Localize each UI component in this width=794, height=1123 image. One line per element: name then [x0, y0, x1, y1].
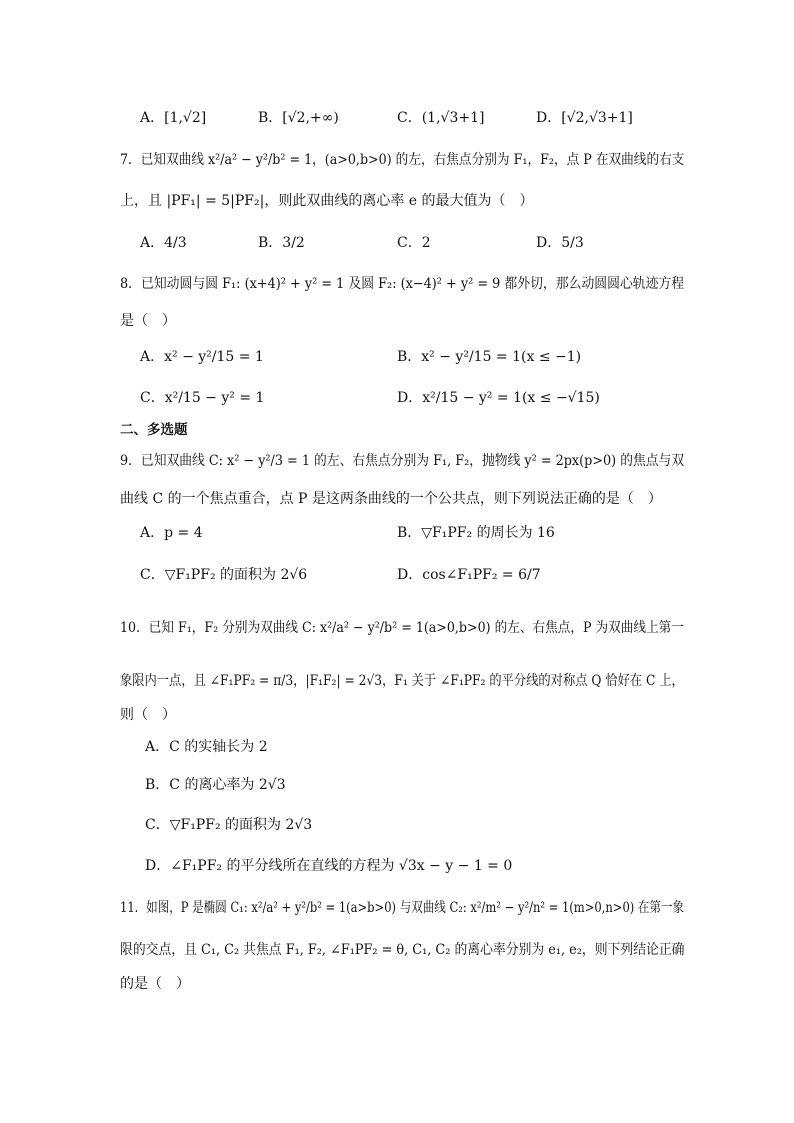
q8-option-a: A．x² − y²/15 = 1 — [140, 349, 264, 365]
q10-stem-line2: 象限内一点，且 ∠F₁PF₂ = π/3，|F₁F₂| = 2√3，F₁ 关于 ∠F₁PF₂ 的平分线的对称点 Q 恰好在 C 上， — [120, 673, 684, 689]
q11-stem-line2: 限的交点，且 C₁, C₂ 共焦点 F₁, F₂, ∠F₁PF₂ = θ, C₁, C₂ 的离心率分别为 e₁, e₂，则下列结论正确 — [120, 942, 685, 958]
q7-stem-line1: 7．已知双曲线 x²/a² − y²/b² = 1，(a>0,b>0) 的左，右焦点分别为 F₁，F₂，点 P 在双曲线的右支 — [120, 152, 685, 168]
q9-stem-line2: 曲线 C 的一个焦点重合，点 P 是这两条曲线的一个公共点，则下列说法正确的是（ ） — [120, 491, 662, 507]
q8-option-d: D．x²/15 − y² = 1(x ≤ −√15) — [397, 390, 600, 406]
q9-option-d: D．cos∠F₁PF₂ = 6/7 — [397, 567, 541, 583]
q6-option-d: D．[√2,√3+1] — [536, 110, 633, 126]
q10-option-a: A．C 的实轴长为 2 — [145, 739, 268, 755]
q9-option-c: C．▽F₁PF₂ 的面积为 2√6 — [140, 567, 308, 583]
q11-stem-line3: 的是（ ） — [120, 976, 190, 992]
q7-option-b: B．3/2 — [258, 235, 305, 251]
q10-stem-line3: 则（ ） — [120, 707, 176, 723]
q7-option-d: D．5/3 — [536, 235, 584, 251]
q7-option-a: A．4/3 — [140, 235, 187, 251]
q8-stem-line2: 是（ ） — [120, 313, 176, 329]
q9-option-a: A．p = 4 — [140, 525, 203, 541]
q7-option-c: C．2 — [397, 235, 431, 251]
q7-stem-line2: 上，且 |PF₁| = 5|PF₂|，则此双曲线的离心率 e 的最大值为（ ） — [120, 193, 534, 209]
q8-stem-line1: 8．已知动圆与圆 F₁: (x+4)² + y² = 1 及圆 F₂: (x−4)² + y² = 9 都外切，那么动圆圆心轨迹方程 — [120, 276, 685, 292]
q9-option-b: B．▽F₁PF₂ 的周长为 16 — [397, 525, 555, 541]
q10-option-b: B．C 的离心率为 2√3 — [145, 777, 286, 793]
q10-stem-line1: 10．已知 F₁，F₂ 分别为双曲线 C: x²/a² − y²/b² = 1(a>0,b>0) 的左、右焦点，P 为双曲线上第一 — [120, 620, 684, 636]
q10-option-d: D．∠F₁PF₂ 的平分线所在直线的方程为 √3x − y − 1 = 0 — [145, 858, 513, 874]
q10-option-c: C．▽F₁PF₂ 的面积为 2√3 — [145, 817, 313, 833]
q6-option-b: B．[√2,+∞) — [258, 110, 339, 126]
q8-option-b: B．x² − y²/15 = 1(x ≤ −1) — [397, 349, 582, 365]
q11-stem-line1: 11．如图，P 是椭圆 C₁: x²/a² + y²/b² = 1(a>b>0) 与双曲线 C₂: x²/m² − y²/n² = 1(m>0,n>0) 在第一象 — [120, 900, 685, 916]
section-title-multiple-choice: 二、多选题 — [120, 422, 188, 438]
q9-stem-line1: 9．已知双曲线 C: x² − y²/3 = 1 的左、右焦点分别为 F₁, F₂，抛物线 y² = 2px(p>0) 的焦点与双 — [120, 453, 685, 469]
q8-option-c: C．x²/15 − y² = 1 — [140, 390, 265, 406]
q6-option-c: C．(1,√3+1] — [397, 110, 485, 126]
q6-option-a: A．[1,√2] — [140, 110, 207, 126]
